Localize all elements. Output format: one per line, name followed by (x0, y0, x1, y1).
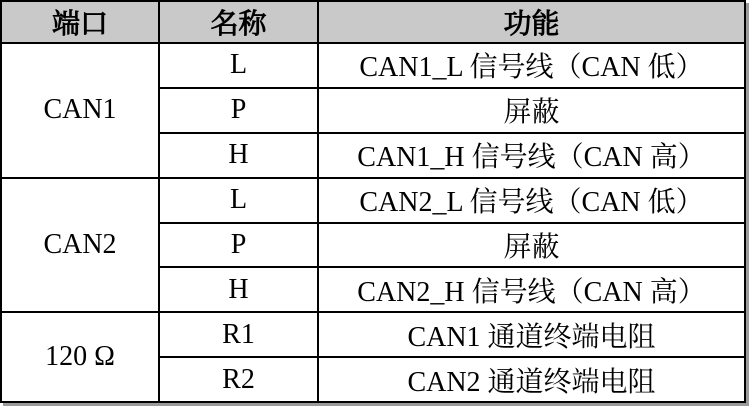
function-cell: CAN2_H 信号线（CAN 高） (318, 267, 745, 312)
table-header-row (1, 1, 745, 43)
column-header-function: 功能 (318, 1, 745, 43)
name-cell: L (159, 178, 318, 223)
name-cell: L (159, 43, 318, 88)
name-cell: R2 (159, 357, 318, 402)
port-cell-can2: CAN2 (1, 178, 159, 313)
name-cell: H (159, 267, 318, 312)
function-cell: CAN1_H 信号线（CAN 高） (318, 133, 745, 178)
function-cell: CAN2 通道终端电阻 (318, 357, 745, 402)
name-cell: P (159, 88, 318, 133)
name-cell: H (159, 133, 318, 178)
function-cell: CAN2_L 信号线（CAN 低） (318, 178, 745, 223)
function-cell: 屏蔽 (318, 223, 745, 268)
port-cell-120ohm: 120 Ω (1, 312, 159, 402)
name-cell: P (159, 223, 318, 268)
table-row (1, 312, 745, 357)
column-header-name: 名称 (159, 1, 318, 43)
column-header-port: 端口 (1, 1, 159, 43)
table-row (1, 178, 745, 223)
function-cell: CAN1_L 信号线（CAN 低） (318, 43, 745, 88)
port-cell-can1: CAN1 (1, 43, 159, 178)
function-cell: CAN1 通道终端电阻 (318, 312, 745, 357)
table-row (1, 43, 745, 88)
function-cell: 屏蔽 (318, 88, 745, 133)
name-cell: R1 (159, 312, 318, 357)
